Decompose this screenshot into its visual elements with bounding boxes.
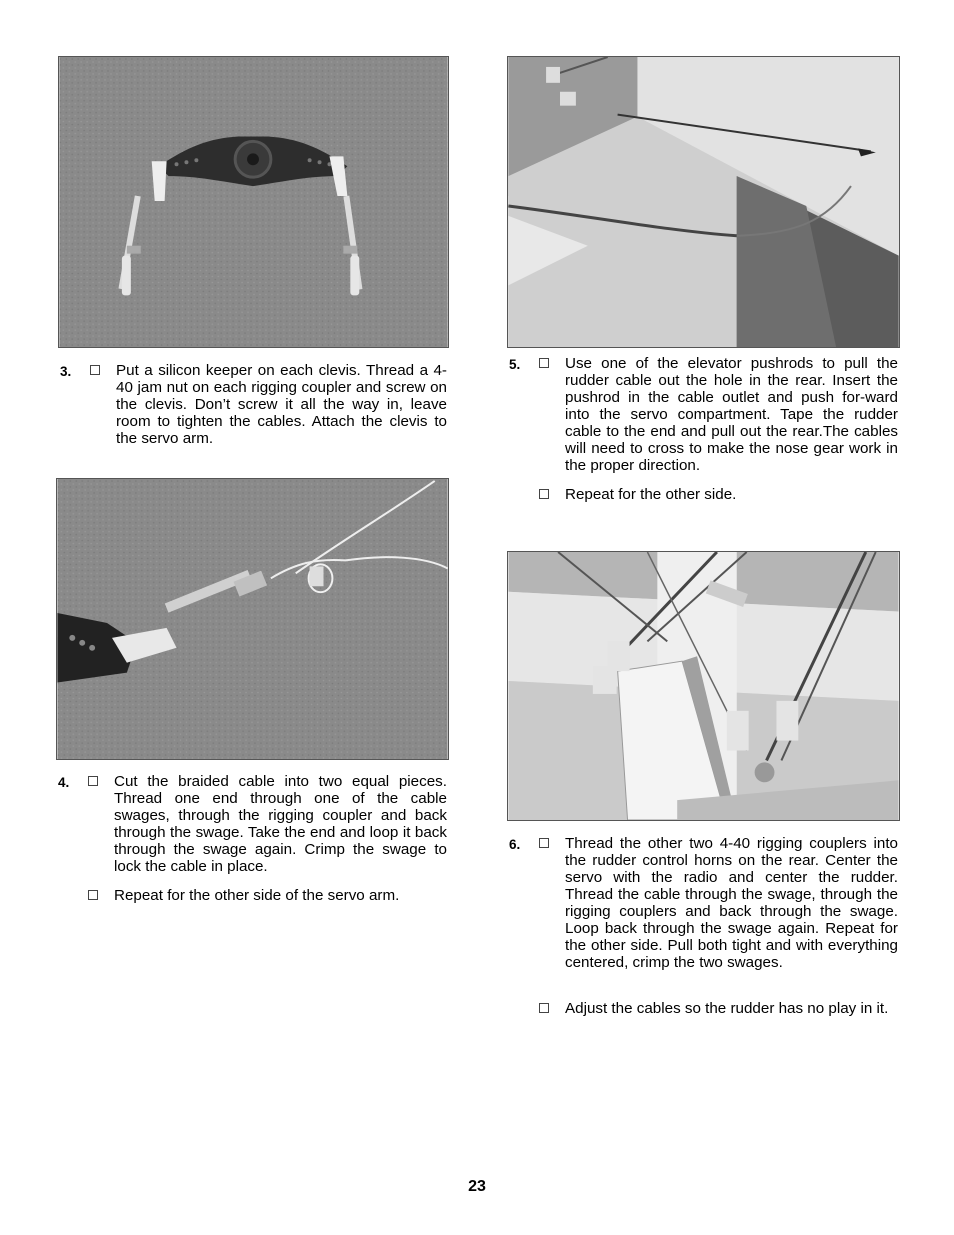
photo-elevator-pushrod [507, 56, 900, 348]
step-text: Put a silicon keeper on each clevis. Thread a 4-40 jam nut on each rigging coupler and screw on the clevis. Don’t screw it all the way in, leave room to tighten the cables. Attach the clevis to the servo arm. [116, 362, 447, 447]
step-number: 6. [509, 837, 521, 852]
photo-rudder-rigging [507, 551, 900, 821]
sub-text: Repeat for the other side. [565, 486, 737, 503]
step-number: 4. [58, 775, 70, 790]
checkbox[interactable] [539, 489, 549, 499]
step-number: 3. [60, 364, 72, 379]
step-4-sub [88, 887, 448, 907]
photo-cable-swage [56, 478, 449, 760]
step-3 [60, 362, 450, 457]
cable-swage-image [57, 479, 448, 759]
step-4 [58, 773, 450, 878]
step-6 [509, 835, 900, 995]
checkbox[interactable] [88, 776, 98, 786]
step-6-sub [539, 1000, 899, 1040]
servo-arm-image [59, 57, 448, 347]
checkbox[interactable] [539, 358, 549, 368]
step-5 [509, 355, 900, 480]
elevator-pushrod-image [508, 57, 899, 347]
checkbox[interactable] [539, 838, 549, 848]
page-number: 23 [468, 1178, 486, 1195]
sub-text: Adjust the cables so the rudder has no play in it. [565, 1000, 889, 1017]
step-text: Thread the other two 4-40 rigging couplers into the rudder control horns on the rear. Center the servo with the radio and center the rudder. Thread the cable through the swage, through the rigging couplers and back through the swage. Loop back through the swage again. Repeat for the other side. Pull both tight and with everything centered, crimp the two swages. [565, 835, 898, 971]
step-text: Use one of the elevator pushrods to pull the rudder cable out the hole in the rear. Insert the pushrod in the cable outlet and push for-ward into the servo compartment. Tape the rudder cable to the end and pull out the rear.The cables will need to cross to make the nose gear work in the proper direction. [565, 355, 898, 474]
step-number: 5. [509, 357, 521, 372]
rudder-rigging-image [508, 552, 899, 820]
step-5-sub [539, 486, 899, 506]
checkbox[interactable] [90, 365, 100, 375]
photo-servo-arm [58, 56, 449, 348]
sub-text: Repeat for the other side of the servo arm. [114, 887, 400, 904]
step-text: Cut the braided cable into two equal pieces. Thread one end through one of the cable swages, through the rigging coupler and back through the swage. Take the end and loop it back through the swage again. Crimp the swage to lock the cable in place. [114, 773, 447, 875]
checkbox[interactable] [539, 1003, 549, 1013]
checkbox[interactable] [88, 890, 98, 900]
